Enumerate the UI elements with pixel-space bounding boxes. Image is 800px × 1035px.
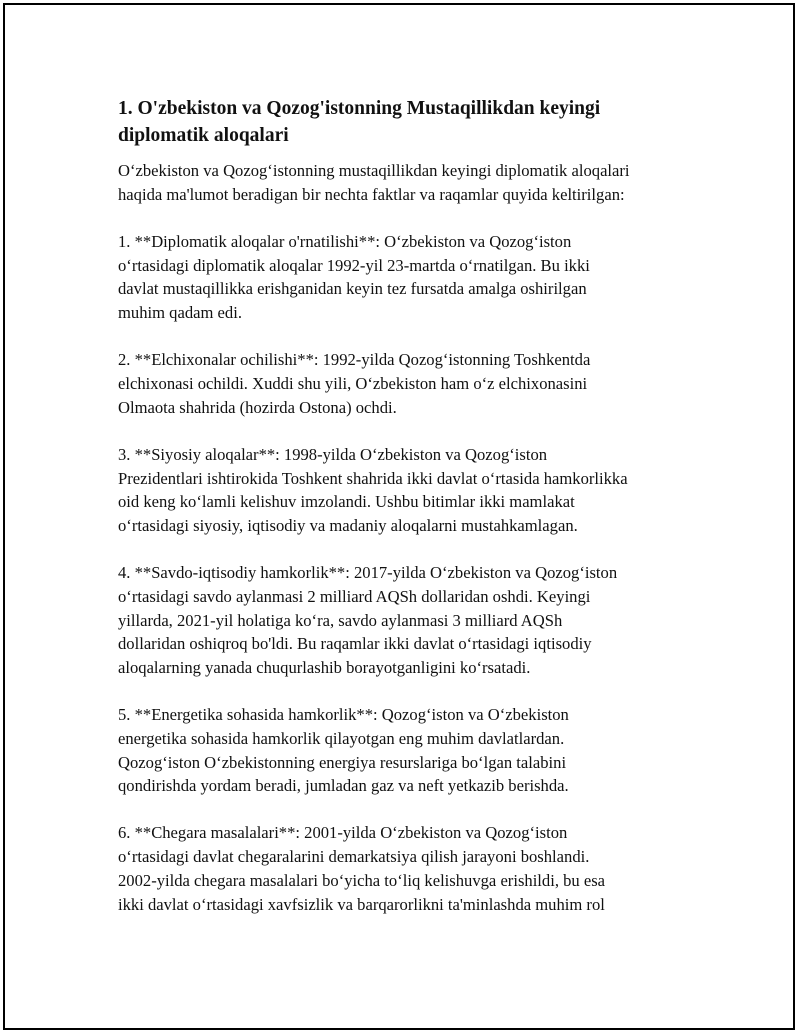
document-title (118, 95, 698, 149)
text-line: o‘rtasidagi diplomatik aloqalar 1992-yil 23-martda o‘rnatilgan. Bu ikki (118, 255, 590, 275)
list-item-political-relations (118, 443, 698, 538)
list-item-energy-cooperation (118, 703, 698, 798)
document-content (118, 95, 698, 940)
text-line: dollaridan oshiqroq bo'ldi. Bu raqamlar ikki davlat o‘rtasidagi iqtisodiy (118, 634, 592, 654)
title-line: 1. O'zbekiston va Qozog'istonning Mustaqillikdan keyingi (118, 98, 601, 119)
text-line: haqida ma'lumot beradigan bir nechta faktlar va raqamlar quyida keltirilgan: (118, 184, 625, 204)
title-line: diplomatik aloqalari (118, 125, 289, 146)
text-line: 2002-yilda chegara masalalari bo‘yicha to‘liq kelishuvga erishildi, bu esa (118, 870, 606, 890)
list-item-trade-cooperation (118, 561, 698, 680)
text-line: aloqalarning yanada chuqurlashib borayotganligini ko‘rsatadi. (118, 657, 531, 677)
text-line: yillarda, 2021-yil holatiga ko‘ra, savdo aylanmasi 3 milliard AQSh (118, 610, 563, 630)
list-item-embassies (118, 348, 698, 419)
text-line: O‘zbekiston va Qozog‘istonning mustaqillikdan keyingi diplomatik aloqalari (118, 161, 630, 180)
text-line: Olmaota shahrida (hozirda Ostona) ochdi. (118, 397, 397, 417)
document-page (3, 3, 795, 1030)
text-line: o‘rtasidagi savdo aylanmasi 2 milliard AQSh dollaridan oshdi. Keyingi (118, 586, 591, 606)
list-item-diplomatic-relations (118, 230, 698, 325)
text-line: Qozog‘iston O‘zbekistonning energiya resurslariga bo‘lgan talabini (118, 752, 567, 772)
text-line: muhim qadam edi. (118, 303, 242, 323)
text-line: 4. **Savdo-iqtisodiy hamkorlik**: 2017-yilda O‘zbekiston va Qozog‘iston (118, 563, 618, 583)
intro-paragraph (118, 159, 698, 206)
text-line: 3. **Siyosiy aloqalar**: 1998-yilda O‘zbekiston va Qozog‘iston (118, 444, 548, 464)
text-line: qondirishda yordam beradi, jumladan gaz va neft yetkazib berishda. (118, 776, 569, 796)
text-line: 2. **Elchixonalar ochilishi**: 1992-yilda Qozog‘istonning Toshkentda (118, 350, 591, 370)
text-line: ikki davlat o‘rtasidagi xavfsizlik va barqarorlikni ta'minlashda muhim rol (118, 894, 605, 914)
text-line: elchixonasi ochildi. Xuddi shu yili, O‘zbekiston ham o‘z elchixonasini (118, 373, 588, 393)
text-line: oid keng ko‘lamli kelishuv imzolandi. Ushbu bitimlar ikki mamlakat (118, 492, 575, 512)
text-line: Prezidentlari ishtirokida Toshkent shahrida ikki davlat o‘rtasida hamkorlikka (118, 468, 628, 488)
text-line: davlat mustaqillikka erishganidan keyin tez fursatda amalga oshirilgan (118, 279, 587, 299)
text-line: o‘rtasidagi davlat chegaralarini demarkatsiya qilish jarayoni boshlandi. (118, 847, 590, 867)
text-line: 1. **Diplomatik aloqalar o'rnatilishi**: O‘zbekiston va Qozog‘iston (118, 231, 572, 251)
text-line: 5. **Energetika sohasida hamkorlik**: Qozog‘iston va O‘zbekiston (118, 705, 569, 725)
list-item-border-issues (118, 821, 698, 916)
text-line: o‘rtasidagi siyosiy, iqtisodiy va madaniy aloqalarni mustahkamlagan. (118, 515, 578, 535)
text-line: 6. **Chegara masalalari**: 2001-yilda O‘zbekiston va Qozog‘iston (118, 823, 568, 843)
text-line: energetika sohasida hamkorlik qilayotgan eng muhim davlatlardan. (118, 728, 565, 748)
